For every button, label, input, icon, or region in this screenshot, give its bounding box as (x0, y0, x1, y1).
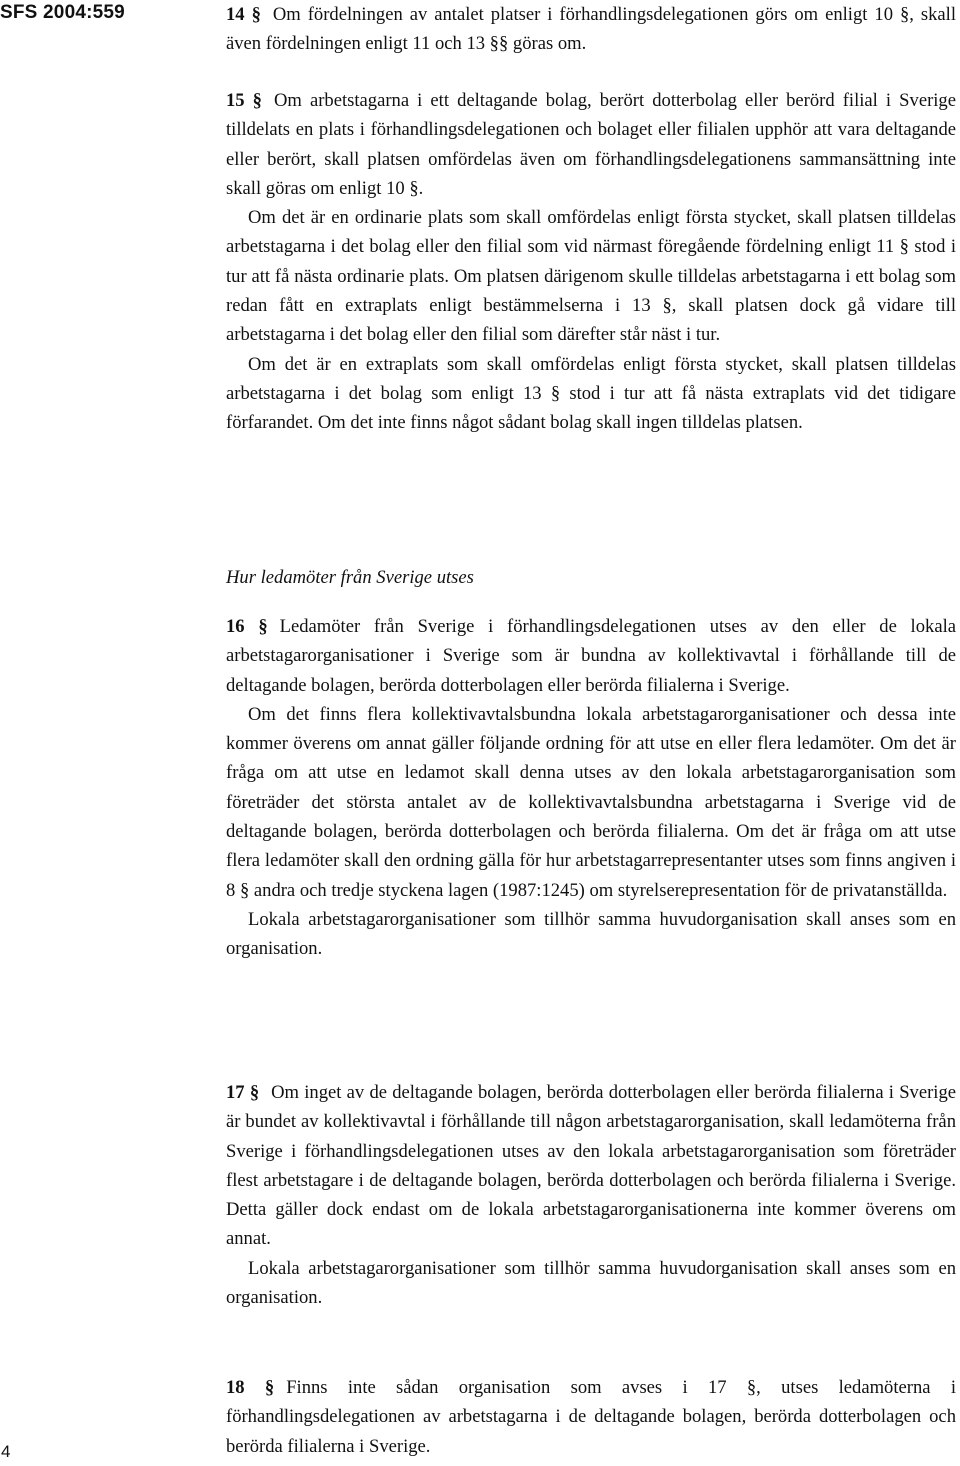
subheading: Hur ledamöter från Sverige utses (226, 567, 474, 588)
section-16-paragraph-2: Om det finns flera kollektivavtalsbundna lokala arbetstagarorganisationer och dessa inte kommer överens om annat gäller följande ordning för att utse en eller flera ledamöter. Om det är fråga om att utse en ledamot skall denna utses av den lokala arbetstagarorganisation som företräder det största antalet av de kollektivavtalsbundna arbetstagarna i Sverige vid de deltagande bolagen, berörda dotterbolagen och berörda filialerna. Om det är fråga om att utse flera ledamöter skall den ordning gälla för hur arbetstagarrepresentanter utses som finns angiven i 8 § andra och tredje styckena lagen (1987:1245) om styrelserepresentation för de privatanställda. (226, 703, 956, 901)
section-number: 17 § (226, 1082, 260, 1103)
section-text: Om fördelningen av antalet platser i förhandlingsdelegationen görs om enligt 10 §, skall även fördelningen enligt 11 och 13 §§ göras om. (226, 4, 956, 55)
section-14-paragraph (226, 0, 956, 59)
section-15-paragraph-1 (226, 86, 956, 203)
section-text: Ledamöter från Sverige i förhandlingsdelegationen utses av den eller de lokala arbetstagarorganisationer i Sverige som är bundna av kollektivavtal i förhållande till de deltagande bolagen, berörda dotterbolagen eller berörda filialerna i Sverige. (226, 616, 956, 696)
section-14 (226, 0, 956, 59)
section-18 (226, 1373, 956, 1461)
section-text: Finns inte sådan organisation som avses i 17 §, utses ledamöterna i förhandlingsdelegationen av arbetstagarna i de deltagande bolagen, berörda dotterbolagen och berörda filialerna i Sverige. (226, 1377, 956, 1457)
section-16 (226, 612, 956, 964)
section-text: Om inget av de deltagande bolagen, berörda dotterbolagen eller berörda filialerna i Sverige är bundet av kollektivavtal i förhållande till någon arbetstagarorganisation, skall ledamöterna från Sverige i förhandlingsdelegationen utses av den lokala arbetstagarorganisation som företräder flest arbetstagare i de deltagande bolagen, berörda dotterbolagen och berörda filialerna i Sverige. Detta gäller dock endast om de lokala arbetstagarorganisationerna inte kommer överens om annat. (226, 1082, 956, 1250)
page-number: 4 (1, 1442, 11, 1461)
section-17-paragraph-2: Lokala arbetstagarorganisationer som tillhör samma huvudorganisation skall anses som en organisation. (226, 1257, 956, 1309)
section-18-paragraph-1 (226, 1373, 956, 1461)
sfs-number: SFS 2004:559 (0, 2, 125, 23)
section-15-paragraph-3: Om det är en extraplats som skall omfördelas enligt första stycket, skall platsen tilldelas arbetstagarna i det bolag som enligt 13 § stod i tur att få nästa extraplats vid det tidigare förfarandet. Om det inte finns något sådant bolag skall ingen tilldelas platsen. (226, 353, 956, 434)
section-15 (226, 86, 956, 438)
section-16-paragraph-3: Lokala arbetstagarorganisationer som tillhör samma huvudorganisation skall anses som en organisation. (226, 908, 956, 960)
section-number: 15 § (226, 90, 262, 111)
section-text: Om arbetstagarna i ett deltagande bolag, berört dotterbolag eller berörd filial i Sverige tilldelats en plats i förhandlingsdelegationen och bolaget eller filialen upphör att vara deltagande eller berört, skall platsen omfördelas även om förhandlingsdelegationens sammansättning inte skall göras om enligt 10 §. (226, 90, 956, 199)
section-17-paragraph-1 (226, 1078, 956, 1254)
section-17 (226, 1078, 956, 1312)
section-number: 16 § (226, 616, 268, 637)
section-15-paragraph-2: Om det är en ordinarie plats som skall omfördelas enligt första stycket, skall platsen tilldelas arbetstagarna i det bolag eller den filial som vid närmast föregående fördelning enligt 11 § stod i tur att få nästa ordinarie plats. Om platsen därigenom skulle tilldelas arbetstagarna i ett bolag som redan fått en extraplats enligt bestämmelserna i 13 §, skall platsen dock gå vidare till arbetstagarna i det bolag eller den filial som därefter står näst i tur. (226, 207, 956, 346)
section-number: 18 § (226, 1377, 275, 1398)
section-16-paragraph-1 (226, 612, 956, 700)
section-number: 14 § (226, 4, 261, 25)
